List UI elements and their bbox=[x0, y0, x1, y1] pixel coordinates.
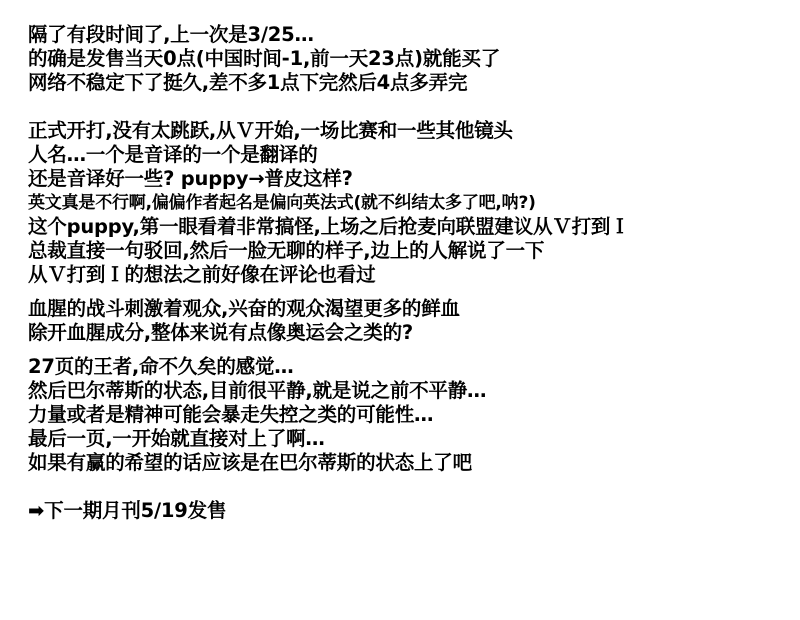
paragraph-spacer bbox=[28, 345, 790, 355]
paragraph-1 bbox=[28, 23, 790, 95]
next-issue-note: ➡下一期月刊5/19发售 bbox=[28, 499, 227, 522]
text-line: 血腥的战斗刺激着观众,兴奋的观众渴望更多的鲜血 bbox=[28, 297, 460, 320]
paragraph-spacer bbox=[28, 287, 790, 297]
text-line: 如果有赢的希望的话应该是在巴尔蒂斯的状态上了吧 bbox=[28, 451, 472, 474]
paragraph-2 bbox=[28, 119, 790, 287]
text-line: 隔了有段时间了,上一次是3/25… bbox=[28, 23, 314, 46]
paragraph-5 bbox=[28, 499, 790, 523]
paragraph-3 bbox=[28, 297, 790, 345]
text-line: 英文真是不行啊,偏偏作者起名是偏向英法式(就不纠结太多了吧,呐?) bbox=[28, 193, 536, 213]
text-line: 最后一页,一开始就直接对上了啊… bbox=[28, 427, 325, 450]
text-line: 27页的王者,命不久矣的感觉… bbox=[28, 355, 294, 378]
text-line: 的确是发售当天0点(中国时间-1,前一天23点)就能买了 bbox=[28, 47, 500, 70]
paragraph-4 bbox=[28, 355, 790, 475]
text-line: 这个puppy,第一眼看着非常搞怪,上场之后抢麦向联盟建议从Ｖ打到Ｉ bbox=[28, 215, 630, 238]
document-text bbox=[28, 23, 790, 523]
text-line: 人名…一个是音译的一个是翻译的 bbox=[28, 143, 318, 166]
text-line: 力量或者是精神可能会暴走失控之类的可能性… bbox=[28, 403, 434, 426]
text-line: 正式开打,没有太跳跃,从Ｖ开始,一场比赛和一些其他镜头 bbox=[28, 119, 513, 142]
text-line: 还是音译好一些? puppy→普皮这样? bbox=[28, 167, 353, 190]
paragraph-spacer bbox=[28, 475, 790, 499]
text-line: 除开血腥成分,整体来说有点像奥运会之类的? bbox=[28, 321, 414, 344]
text-line: 总裁直接一句驳回,然后一脸无聊的样子,边上的人解说了一下 bbox=[28, 239, 545, 262]
paragraph-spacer bbox=[28, 95, 790, 119]
text-line: 从Ｖ打到Ｉ的想法之前好像在评论也看过 bbox=[28, 263, 376, 286]
text-line: 网络不稳定下了挺久,差不多1点下完然后4点多弄完 bbox=[28, 71, 468, 94]
text-line: 然后巴尔蒂斯的状态,目前很平静,就是说之前不平静… bbox=[28, 379, 487, 402]
